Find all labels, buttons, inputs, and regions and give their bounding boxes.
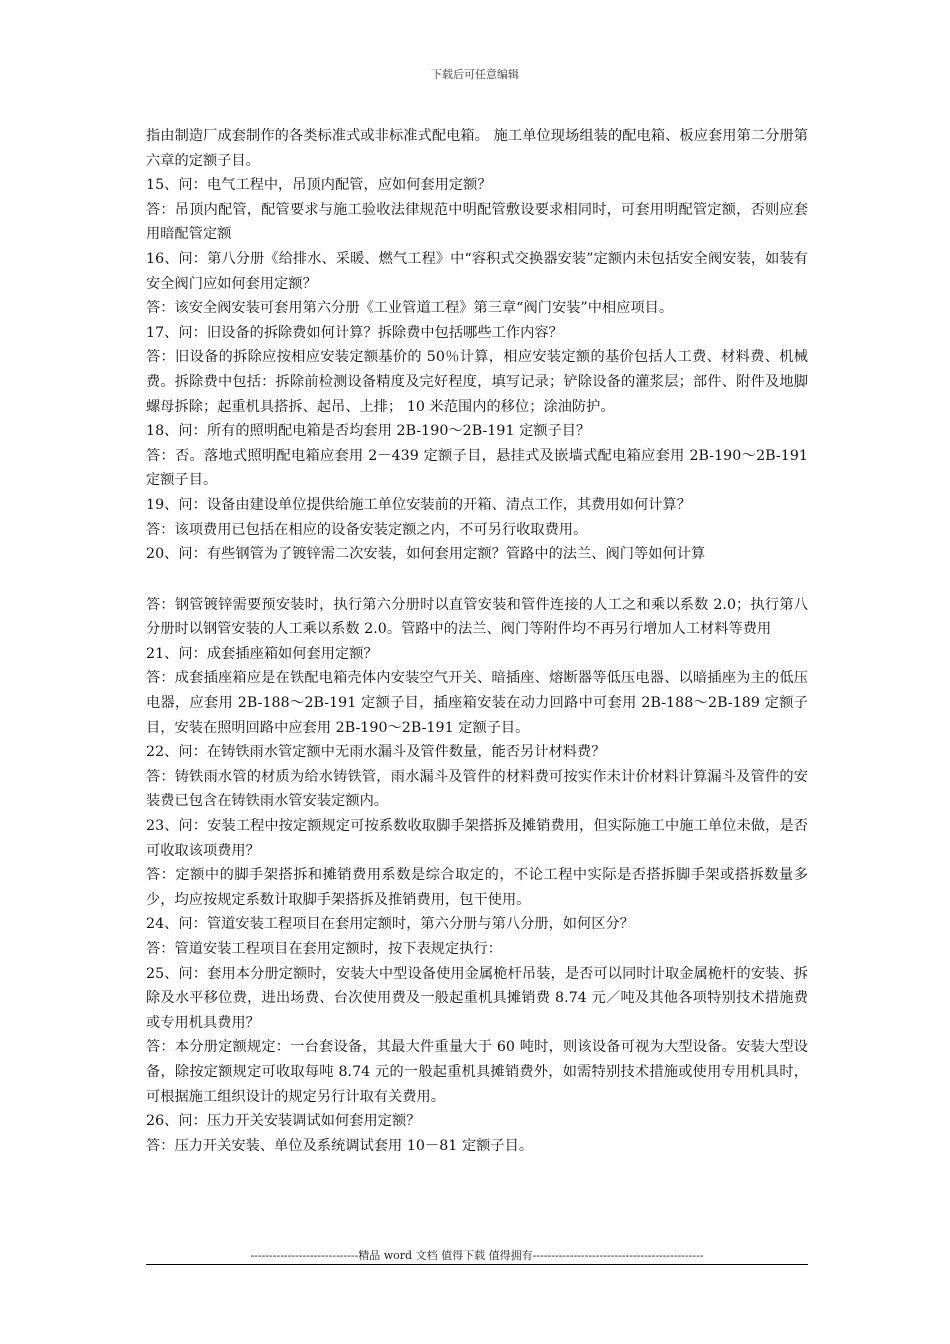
page-footer: -----------------------------精品 word 文档 值得下载 值得拥有---------------------------------------------- bbox=[250, 1249, 704, 1262]
footer-divider bbox=[146, 1264, 808, 1265]
question: 17、问：旧设备的拆除费如何计算？拆除费中包括哪些工作内容？ bbox=[146, 324, 563, 341]
answer: 答：本分册定额规定：一台套设备，其最大件重量大于 60 吨时，则该设备可视为大型设备。安装大型设备，除按定额规定可收取每吨 8.74 元的一般起重机具摊销费外，如需特别技术措施或使用专用机具时，可根据施工组织设计的规定另行计取有关费用。 bbox=[146, 1039, 808, 1105]
question: 20、问：有些钢管为了镀锌需二次安装，如何套用定额？管路中的法兰、阀门等如何计算 bbox=[146, 546, 706, 563]
paragraph-gap bbox=[146, 567, 808, 593]
document-body bbox=[146, 124, 808, 1158]
answer: 答：管道安装工程项目在套用定额时，按下表规定执行： bbox=[146, 941, 502, 957]
answer: 答：铸铁雨水管的材质为给水铸铁管，雨水漏斗及管件的材料费可按实作未计价材料计算漏斗及管件的安装费已包含在铸铁雨水管安装定额内。 bbox=[146, 768, 808, 810]
answer: 答：定额中的脚手架搭拆和摊销费用系数是综合取定的，不论工程中实际是否搭拆脚手架或搭拆数量多少，均应按规定系数计取脚手架搭拆及推销费用，包干使用。 bbox=[146, 867, 808, 908]
answer: 答：该安全阀安装可套用第六分册《工业管道工程》第三章“阀门安装”中相应项目。 bbox=[146, 300, 674, 317]
question: 26、问：压力开关安装调试如何套用定额？ bbox=[146, 1113, 421, 1130]
question: 25、问：套用本分册定额时，安装大中型设备使用金属桅杆吊装，是否可以同时计取金属桅杆的安装、拆除及水平移位费，进出场费、台次使用费及一般起重机具摊销费 8.74 元／吨及其他各项特别技术措施费或专用机具费用？ bbox=[146, 965, 808, 1031]
answer: 答：吊顶内配管，配管要求与施工验收法律规范中明配管敷设要求相同时，可套用明配管定额，否则应套用暗配管定额 bbox=[146, 201, 808, 243]
answer: 答：成套插座箱应是在铁配电箱壳体内安装空气开关、暗插座、熔断器等低压电器、以暗插座为主的低压电器，应套用 2B-188～2B-191 定额子目，插座箱安装在动力回路中可套用 2B-188～2B-189 定额子目，安装在照明回路中应套用 2B-190～2B-191 定额子目。 bbox=[146, 670, 808, 736]
paragraph: 指由制造厂成套制作的各类标准式或非标准式配电箱。 施工单位现场组装的配电箱、板应套用第二分册第六章的定额子目。 bbox=[146, 128, 808, 169]
question: 16、问：第八分册《给排水、采暖、燃气工程》中“容积式交换器安装”定额内未包括安全阀安装，如装有安全阀门应如何套用定额？ bbox=[146, 250, 808, 292]
question: 19、问：设备由建设单位提供给施工单位安装前的开箱、清点工作，其费用如何计算？ bbox=[146, 496, 691, 513]
answer: 答：否。落地式照明配电箱应套用 2－439 定额子目，悬挂式及嵌墙式配电箱应套用 2B-190～2B-191 定额子目。 bbox=[146, 447, 808, 489]
answer: 答：钢管镀锌需要预安装时，执行第六分册时以直管安装和管件连接的人工之和乘以系数 2.0；执行第八分册时以钢管安装的人工乘以系数 2.0。管路中的法兰、阀门等附件均不再另行增加人工材料等费用 bbox=[146, 596, 808, 638]
answer: 答：旧设备的拆除应按相应安装定额基价的 50％计算，相应安装定额的基价包括人工费、材料费、机械费。拆除费中包括：拆除前检测设备精度及完好程度，填写记录；铲除设备的灌浆层；部件、附件及地脚螺母拆除；起重机具搭拆、起吊、上排； 10 米范围内的移位；涂油防护。 bbox=[146, 349, 808, 415]
question: 22、问：在铸铁雨水管定额中无雨水漏斗及管件数量，能否另计材料费？ bbox=[146, 744, 606, 761]
question: 23、问：安装工程中按定额规定可按系数收取脚手架搭拆及摊销费用，但实际施工中施工单位未做，是否可收取该项费用？ bbox=[146, 818, 808, 859]
answer: 答：该项费用已包括在相应的设备安装定额之内，不可另行收取费用。 bbox=[146, 521, 588, 538]
question: 18、问：所有的照明配电箱是否均套用 2B-190～2B-191 定额子目？ bbox=[146, 423, 591, 440]
question: 21、问：成套插座箱如何套用定额？ bbox=[146, 645, 378, 662]
answer: 答：压力开关安装、单位及系统调试套用 10－81 定额子目。 bbox=[146, 1137, 534, 1154]
page-header: 下载后可任意编辑 bbox=[431, 68, 519, 81]
question: 15、问：电气工程中，吊顶内配管，应如何套用定额？ bbox=[146, 177, 492, 194]
question: 24、问：管道安装工程项目在套用定额时，第六分册与第八分册，如何区分？ bbox=[146, 916, 634, 933]
